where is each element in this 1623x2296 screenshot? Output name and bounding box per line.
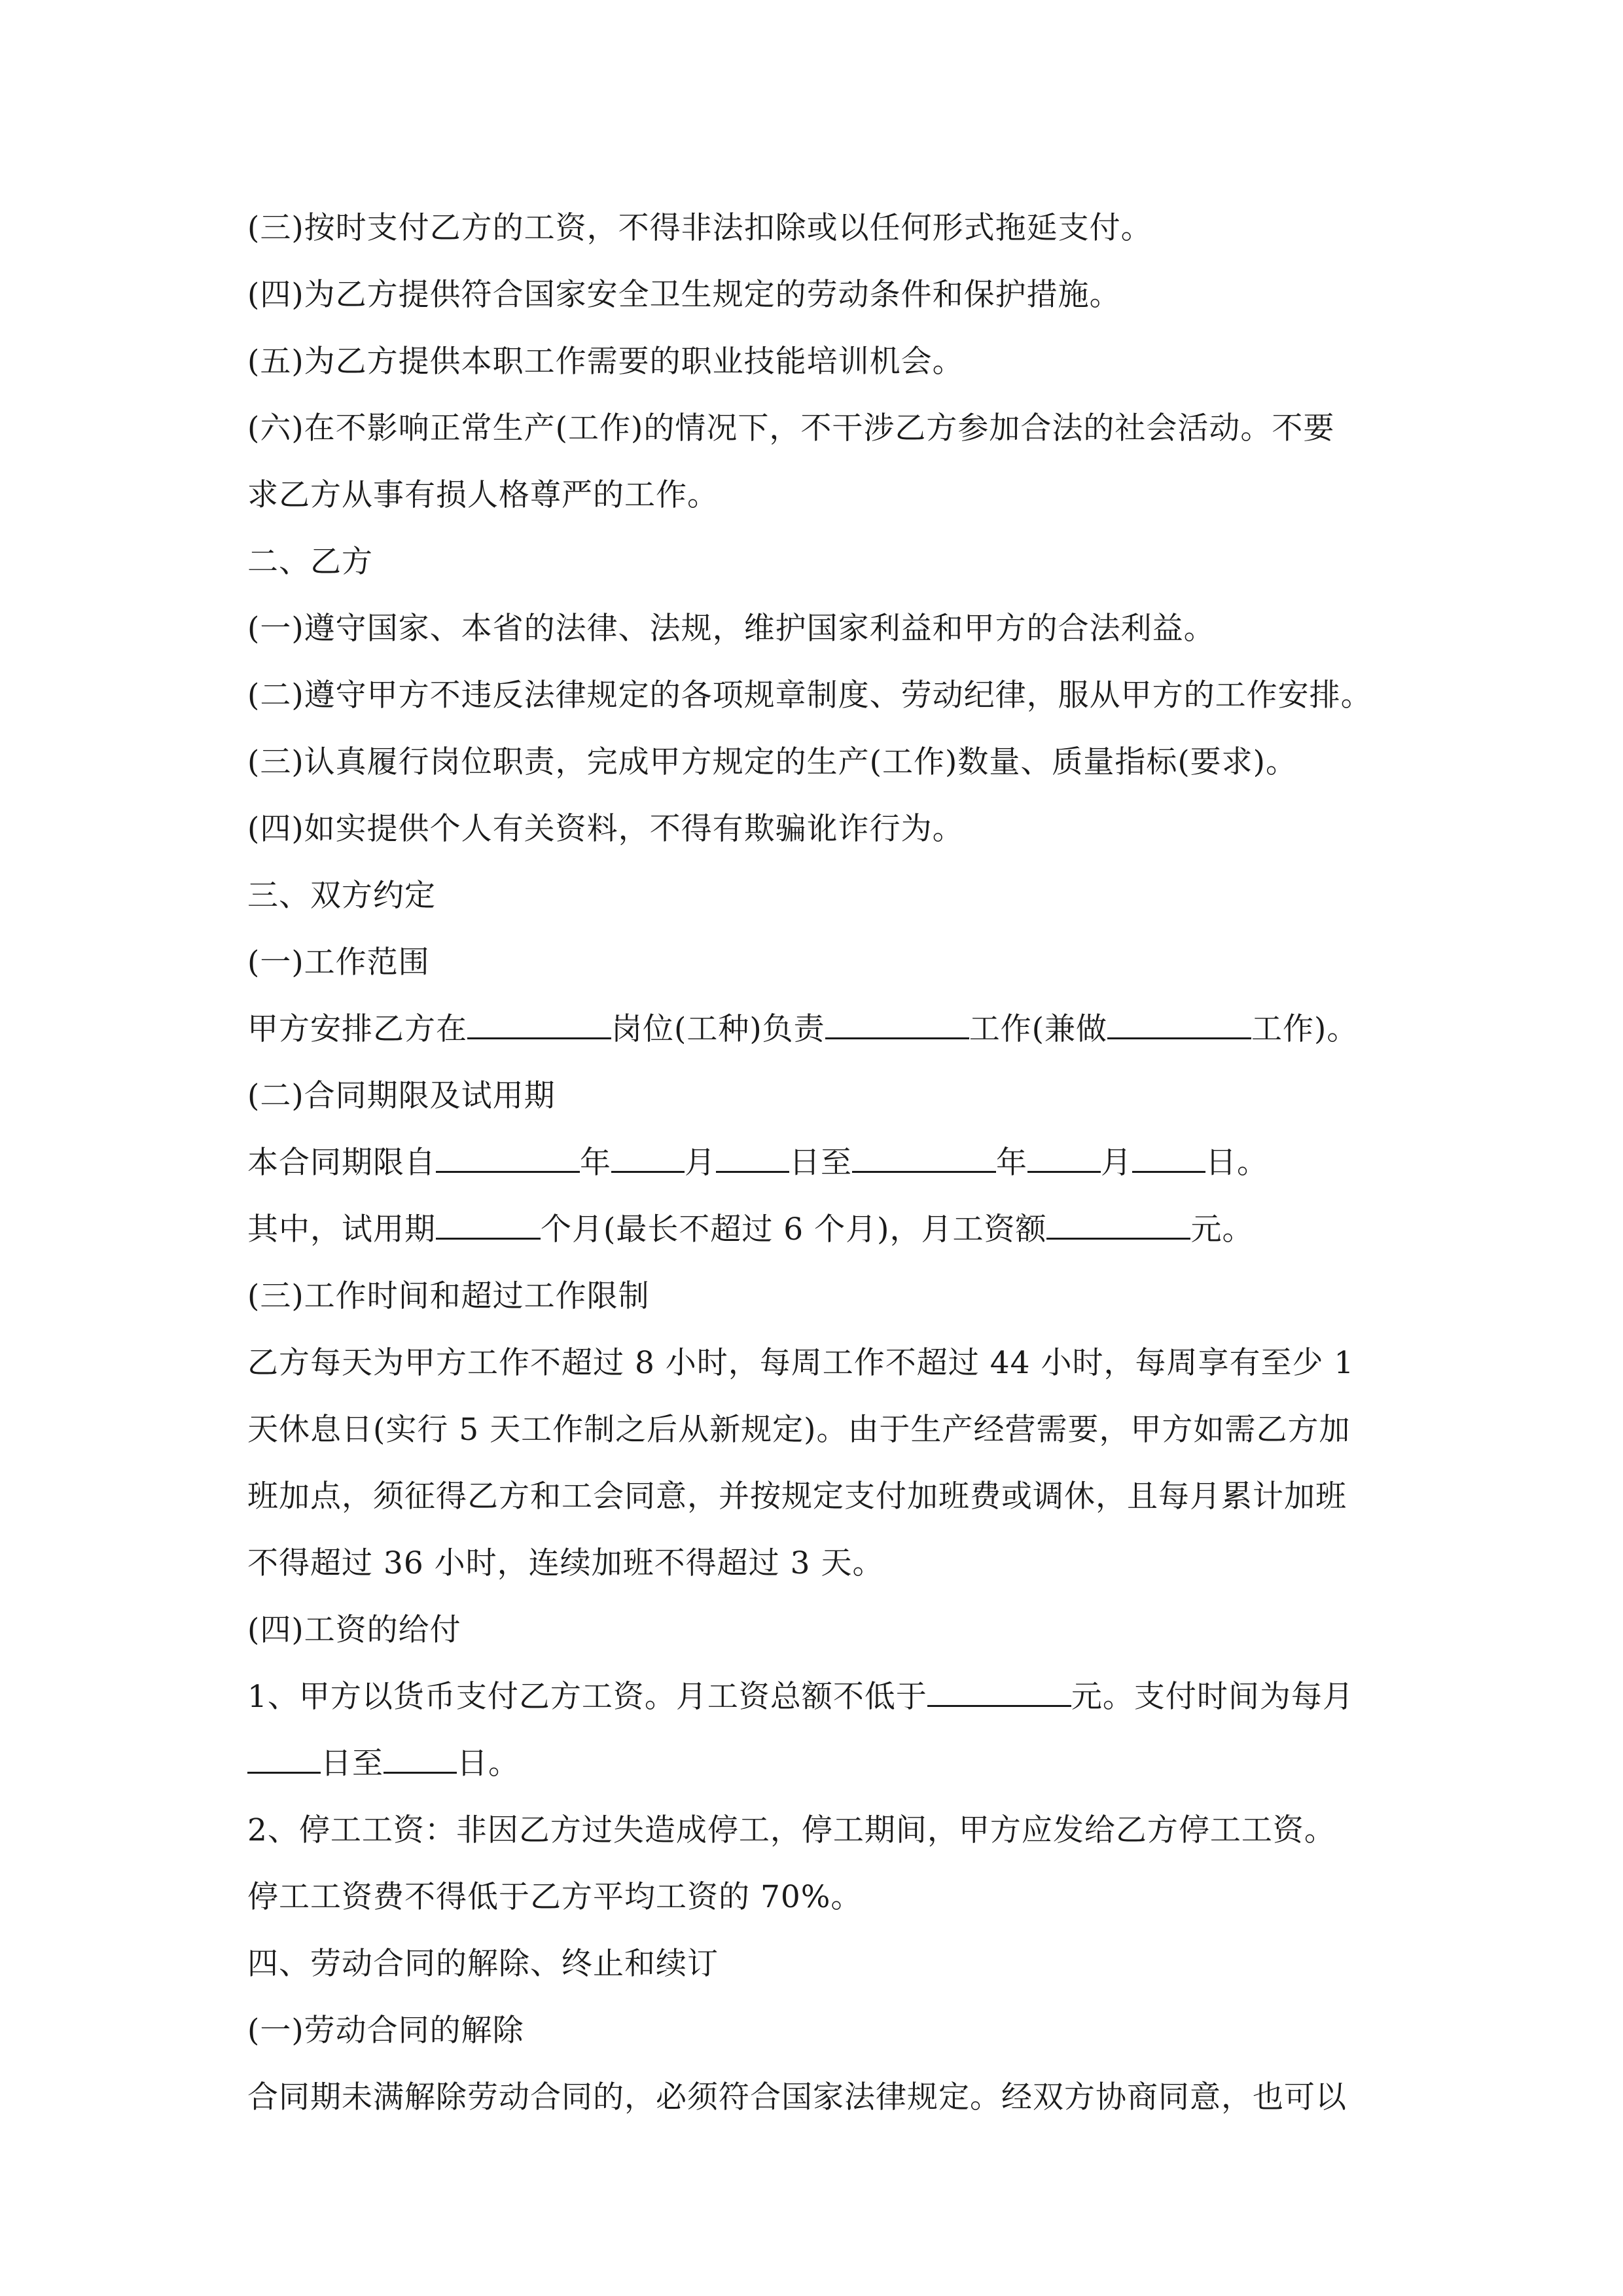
wage-date-line <box>247 1731 1386 1797</box>
clause-line: 合同期未满解除劳动合同的，必须符合国家法律规定。经双方协商同意，也可以 <box>247 2079 1347 2115</box>
clause-line: (一)遵守国家、本省的法律、法规，维护国家利益和甲方的合法利益。 <box>247 611 1215 647</box>
probation-wage-blank[interactable] <box>1046 1204 1190 1240</box>
term-text: 日。 <box>1205 1145 1268 1181</box>
work-scope-text: 岗位(工种)负责 <box>611 1011 825 1047</box>
contract-text <box>247 195 1386 2131</box>
clause-line: (六)在不影响正常生产(工作)的情况下，不干涉乙方参加合法的社会活动。不要 <box>247 410 1335 446</box>
pay-end-day-blank[interactable] <box>383 1738 457 1774</box>
term-text: 年 <box>580 1145 611 1181</box>
clause-line: 2、停工工资：非因乙方过失造成停工，停工期间，甲方应发给乙方停工工资。 <box>247 1812 1336 1848</box>
side-job-blank[interactable] <box>1107 1003 1251 1039</box>
probation-text: 其中，试用期 <box>247 1211 436 1247</box>
clause-line: (三)认真履行岗位职责，完成甲方规定的生产(工作)数量、质量指标(要求)。 <box>247 744 1298 780</box>
clause-line: 天休息日(实行 5 天工作制之后从新规定)。由于生产经营需要，甲方如需乙方加 <box>247 1412 1351 1448</box>
position-blank[interactable] <box>467 1003 611 1039</box>
subsection-heading: (四)工资的给付 <box>247 1612 461 1648</box>
term-text: 月 <box>1101 1145 1132 1181</box>
clause-line: (二)遵守甲方不违反法律规定的各项规章制度、劳动纪律，服从甲方的工作安排。 <box>247 677 1372 713</box>
subsection-heading: (一)工作范围 <box>247 944 430 980</box>
start-month-blank[interactable] <box>611 1137 685 1173</box>
wage-text: 元。支付时间为每月 <box>1071 1679 1354 1715</box>
probation-line <box>247 1196 1386 1263</box>
wage-text: 日。 <box>457 1746 520 1782</box>
work-scope-line <box>247 996 1386 1063</box>
subsection-heading: (一)劳动合同的解除 <box>247 2013 524 2049</box>
subsection-heading: (二)合同期限及试用期 <box>247 1078 556 1114</box>
term-text: 本合同期限自 <box>247 1145 436 1181</box>
end-month-blank[interactable] <box>1027 1137 1101 1173</box>
wage-text: 1、甲方以货币支付乙方工资。月工资总额不低于 <box>247 1679 927 1715</box>
wage-text: 日至 <box>321 1746 383 1782</box>
clause-line: (五)为乙方提供本职工作需要的职业技能培训机会。 <box>247 344 964 380</box>
pay-start-day-blank[interactable] <box>247 1738 321 1774</box>
subsection-heading: (三)工作时间和超过工作限制 <box>247 1278 650 1314</box>
clause-line: 不得超过 36 小时，连续加班不得超过 3 天。 <box>247 1545 884 1581</box>
clause-line: 乙方每天为甲方工作不超过 8 小时，每周工作不超过 44 小时，每周享有至少 1 <box>247 1345 1355 1381</box>
clause-line: (四)为乙方提供符合国家安全卫生规定的劳动条件和保护措施。 <box>247 277 1121 313</box>
section-heading: 二、乙方 <box>247 544 373 580</box>
clause-line: (四)如实提供个人有关资料，不得有欺骗讹诈行为。 <box>247 811 964 847</box>
probation-months-blank[interactable] <box>436 1204 541 1240</box>
work-scope-text: 工作)。 <box>1251 1011 1359 1047</box>
start-year-blank[interactable] <box>436 1137 580 1173</box>
end-year-blank[interactable] <box>852 1137 996 1173</box>
probation-text: 个月(最长不超过 6 个月)，月工资额 <box>541 1211 1047 1247</box>
duty-blank[interactable] <box>825 1003 969 1039</box>
clause-line: 停工工资费不得低于乙方平均工资的 70%。 <box>247 1879 863 1915</box>
clause-line: (三)按时支付乙方的工资，不得非法扣除或以任何形式拖延支付。 <box>247 210 1152 246</box>
clause-line: 班加点，须征得乙方和工会同意，并按规定支付加班费或调休，且每月累计加班 <box>247 1479 1347 1515</box>
end-day-blank[interactable] <box>1132 1137 1205 1173</box>
clause-line: 求乙方从事有损人格尊严的工作。 <box>247 477 719 513</box>
min-wage-blank[interactable] <box>927 1671 1071 1707</box>
contract-term-line <box>247 1130 1386 1196</box>
term-text: 月 <box>685 1145 716 1181</box>
work-scope-text: 工作(兼做 <box>969 1011 1108 1047</box>
section-heading: 三、双方约定 <box>247 878 436 914</box>
wage-line <box>247 1664 1386 1731</box>
work-scope-text: 甲方安排乙方在 <box>247 1011 467 1047</box>
probation-text: 元。 <box>1190 1211 1254 1247</box>
section-heading: 四、劳动合同的解除、终止和续订 <box>247 1946 719 1982</box>
term-text: 日至 <box>789 1145 852 1181</box>
start-day-blank[interactable] <box>716 1137 789 1173</box>
term-text: 年 <box>996 1145 1027 1181</box>
